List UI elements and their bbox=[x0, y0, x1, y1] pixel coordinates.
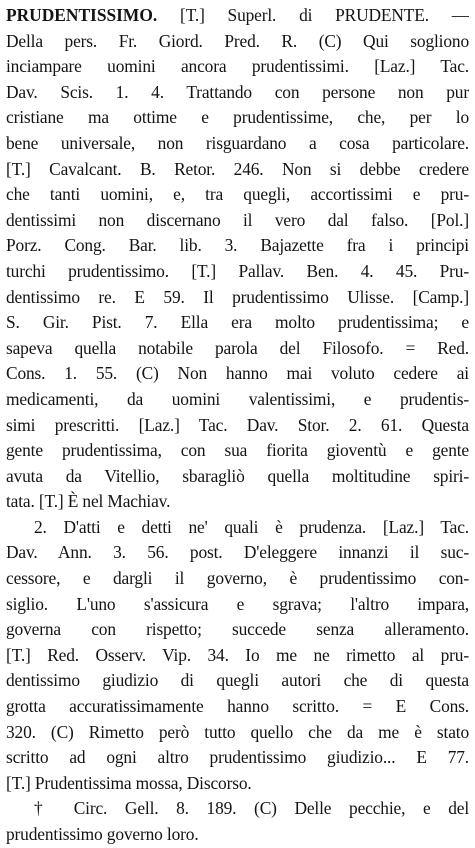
entry-line-24: siglio. L'uno s'assicura e sgrava; l'altro impara, bbox=[6, 593, 469, 614]
entry-line-33: prudentissimo governo loro. bbox=[6, 824, 199, 844]
entry-line-13: S. Gir. Pist. 7. Ella era molto prudentissima; e bbox=[6, 312, 469, 333]
entry-line-7: [T.] Cavalcant. B. Retor. 246. Non si debbe credere bbox=[6, 158, 469, 179]
entry-line-6: bene universale, non risguardano a cosa particolare. bbox=[6, 132, 469, 153]
dictionary-entry bbox=[6, 3, 469, 848]
entry-line-18: gente prudentissima, con sua fiorita gioventù e gente bbox=[6, 440, 469, 461]
entry-line-17: simi prescritti. [Laz.] Tac. Dav. Stor. 2. 61. Questa bbox=[6, 414, 469, 435]
entry-line-30: scritto ad ogni altro prudentissimo giudizio... E 77. bbox=[6, 747, 469, 768]
entry-line-1 bbox=[6, 3, 469, 29]
entry-line-14: sapeva quella notabile parola del Filosofo. = Red. bbox=[6, 337, 469, 358]
entry-line-4: Dav. Scis. 1. 4. Trattando con persone non pur bbox=[6, 81, 469, 102]
entry-line-25: governa con rispetto; succede senza alleramento. bbox=[6, 619, 469, 640]
entry-line-29: 320. (C) Rimetto però tutto quello che da me è stato bbox=[6, 721, 469, 742]
entry-line-23: cessore, e dargli il governo, è prudentissimo con- bbox=[6, 568, 469, 589]
entry-line-5: cristiane ma ottime e prudentissime, che, per lo bbox=[6, 107, 469, 128]
sense-2-line-1: 2. D'atti e detti ne' quali è prudenza. [Laz.] Tac. bbox=[34, 516, 469, 537]
entry-line-31: [T.] Prudentissima mossa, Discorso. bbox=[6, 772, 252, 793]
entry-line-19: avuta da Vitellio, sbaragliò quella moltitudine spiri- bbox=[6, 465, 469, 486]
entry-line-26: [T.] Red. Osserv. Vip. 34. Io me ne rimetto al pru- bbox=[6, 644, 469, 665]
entry-line-12: dentissimo re. E 59. Il prudentissimo Ulisse. [Camp.] bbox=[6, 286, 469, 307]
entry-line-11: turchi prudentissimo. [T.] Pallav. Ben. 4. 45. Pru- bbox=[6, 260, 469, 281]
entry-line-2: Della pers. Fr. Giord. Pred. R. (C) Qui sogliono bbox=[6, 30, 469, 51]
entry-line-9: dentissimi non discernano il vero dal falso. [Pol.] bbox=[6, 209, 469, 230]
entry-line-8: che tanti uomini, e, tra quegli, accortissimi e pru- bbox=[6, 184, 469, 205]
entry-line-22: Dav. Ann. 3. 56. post. D'eleggere innanzi il suc- bbox=[6, 542, 469, 563]
entry-line-1-text: [T.] Superl. di PRUDENTE. — bbox=[157, 5, 469, 25]
headword: PRUDENTISSIMO. bbox=[6, 5, 158, 25]
entry-line-28: grotta accuratissimamente hanno scritto. = E Cons. bbox=[6, 696, 469, 717]
entry-line-20: tata. [T.] È nel Machiav. bbox=[6, 491, 171, 512]
entry-line-10: Porz. Cong. Bar. lib. 3. Bajazette fra i principi bbox=[6, 235, 469, 256]
entry-line-15: Cons. 1. 55. (C) Non hanno mai voluto cedere ai bbox=[6, 363, 469, 384]
entry-line-3: inciampare uomini ancora prudentissimi. [Laz.] Tac. bbox=[6, 56, 469, 77]
obsolete-sense-line-1: † Circ. Gell. 8. 189. (C) Delle pecchie, e del bbox=[34, 798, 469, 819]
entry-line-27: dentissimo giudizio di quegli autori che di questa bbox=[6, 670, 469, 691]
entry-line-16: medicamenti, da uomini valentissimi, e prudentis- bbox=[6, 388, 469, 409]
